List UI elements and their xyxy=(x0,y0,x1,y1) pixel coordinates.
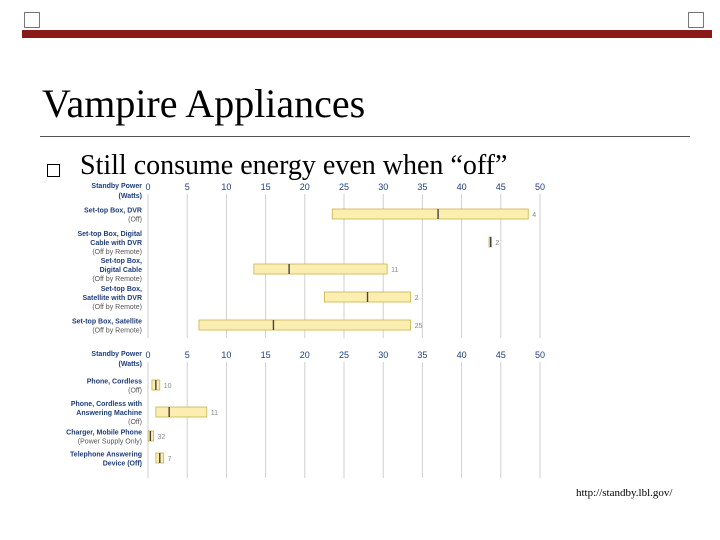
category-label: (Off) xyxy=(128,387,142,395)
sample-count-label: 11 xyxy=(391,267,399,274)
sample-count-label: 7 xyxy=(167,456,172,463)
x-tick-label: 25 xyxy=(338,350,350,360)
x-tick-label: 10 xyxy=(221,182,232,192)
x-tick-label: 40 xyxy=(456,182,467,192)
sample-count-label: 25 xyxy=(414,323,423,330)
category-label: Satellite with DVR xyxy=(82,295,142,302)
category-label: Set-top Box, xyxy=(100,286,142,293)
category-label: Answering Machine xyxy=(76,410,142,417)
category-label: Phone, Cordless xyxy=(86,378,142,386)
category-label: (Power Supply Only) xyxy=(77,438,142,446)
x-tick-label: 15 xyxy=(260,182,271,192)
category-label: Telephone Answering xyxy=(70,451,142,459)
header-square-left xyxy=(24,12,40,28)
x-tick-label: 25 xyxy=(338,182,350,192)
category-label: Set-top Box, Satellite xyxy=(71,318,142,326)
sample-count-label: 10 xyxy=(163,383,172,390)
slide-title: Vampire Appliances xyxy=(42,81,366,126)
x-tick-label: 5 xyxy=(184,350,190,360)
x-tick-label: 30 xyxy=(378,182,389,192)
bullet-text: Still consume energy even when “off” xyxy=(80,150,508,181)
x-tick-label: 45 xyxy=(495,182,506,192)
title-divider xyxy=(40,136,690,137)
x-tick-label: 20 xyxy=(299,182,310,192)
axis-title: Standby Power xyxy=(91,351,142,358)
header-square-right xyxy=(688,12,704,28)
x-tick-label: 35 xyxy=(417,182,428,192)
x-tick-label: 10 xyxy=(221,350,232,360)
decorative-header-bar xyxy=(22,30,712,38)
category-label: Phone, Cordless with xyxy=(70,401,142,408)
category-label: (Off) xyxy=(128,419,142,426)
category-label: Set-top Box, xyxy=(100,258,142,265)
category-label: Digital Cable xyxy=(99,267,142,274)
sample-count-label: 2 xyxy=(414,295,419,302)
sample-count-label: 11 xyxy=(210,410,219,417)
category-label: Device (Off) xyxy=(102,460,142,468)
x-tick-label: 50 xyxy=(534,182,546,192)
range-bar xyxy=(254,264,387,274)
source-url: http://standby.lbl.gov/ xyxy=(576,487,673,499)
category-label: (Off by Remote) xyxy=(92,327,142,335)
x-tick-label: 0 xyxy=(145,182,151,192)
x-tick-label: 20 xyxy=(299,350,310,360)
x-tick-label: 50 xyxy=(534,350,546,360)
axis-title: (Watts) xyxy=(118,361,142,368)
category-label: (Off by Remote) xyxy=(92,249,142,256)
sample-count-label: 4 xyxy=(532,212,537,219)
category-label: Set-top Box, Digital xyxy=(77,231,142,238)
category-label: Charger, Mobile Phone xyxy=(66,429,142,437)
axis-title: Standby Power xyxy=(91,183,142,190)
category-label: (Off by Remote) xyxy=(92,276,142,283)
range-bar xyxy=(199,320,411,330)
x-tick-label: 0 xyxy=(145,350,151,360)
x-tick-label: 30 xyxy=(378,350,389,360)
bullet-square-icon xyxy=(47,164,60,177)
category-label: Cable with DVR xyxy=(90,240,142,247)
category-label: (Off) xyxy=(128,216,142,224)
x-tick-label: 35 xyxy=(417,350,428,360)
range-bar xyxy=(332,209,528,219)
x-tick-label: 40 xyxy=(456,350,467,360)
category-label: (Off by Remote) xyxy=(92,304,142,311)
axis-title: (Watts) xyxy=(118,193,142,200)
sample-count-label: 32 xyxy=(157,434,166,441)
sample-count-label: 2 xyxy=(495,240,500,247)
standby-power-chart xyxy=(60,178,560,478)
x-tick-label: 45 xyxy=(495,350,506,360)
category-label: Set-top Box, DVR xyxy=(84,207,142,215)
x-tick-label: 5 xyxy=(184,182,190,192)
range-bar xyxy=(156,407,207,417)
x-tick-label: 15 xyxy=(260,350,271,360)
